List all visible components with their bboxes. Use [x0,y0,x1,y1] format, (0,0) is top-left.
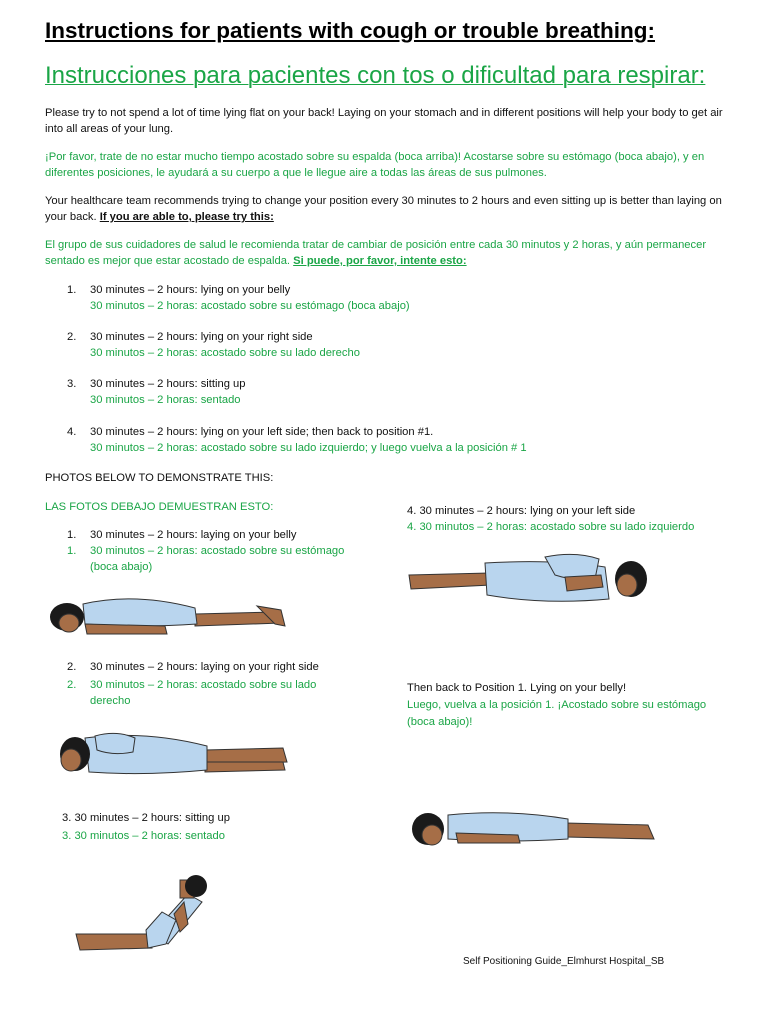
step-text: 30 minutes – 2 hours: lying on your left side; then back to position #1. [90,426,434,438]
photo-1-caption-text: 30 minutes – 2 hours: laying on your belly [90,529,297,541]
photo-4-caption-spanish: 4. 30 minutos – 2 horas: acostado sobre su lado izquierdo [407,521,695,533]
step-number: 1. [67,284,77,296]
figure-lying-on-left-side [405,545,650,610]
photo-2-number: 2. [67,661,77,673]
intro-paragraph-2-text: Your healthcare team recommends trying to change your position every 30 minutes to 2 hours and even sitting up is better than laying on your back. [45,195,722,223]
figure-left-side-body [409,554,647,601]
intro-paragraph-2-emphasis: If you are able to, please try this: [99,211,274,223]
step-text: 30 minutes – 2 hours: lying on your right side [90,331,313,343]
step-text: 30 minutes – 2 hours: sitting up [90,378,246,390]
photos-heading: PHOTOS BELOW TO DEMONSTRATE THIS: [45,472,274,484]
step-number: 4. [67,426,77,438]
footer-credit: Self Positioning Guide_Elmhurst Hospital_SB [463,956,665,967]
photo-2-caption-spanish-line2: derecho [90,695,131,707]
figure-lying-on-right-side [55,726,295,784]
photo-2-caption-spanish: 30 minutos – 2 horas: acostado sobre su lado [90,679,317,691]
photo-1-caption-spanish: 30 minutos – 2 horas: acostado sobre su estómago [90,545,345,557]
photo-4-caption: 4. 30 minutes – 2 hours: lying on your left side [407,505,636,517]
step-number: 2. [67,331,77,343]
intro-paragraph-1-spanish: ¡Por favor, trate de no estar mucho tiempo acostado sobre su espalda (boca arriba)! Acostarse sobre su estómago (boca abajo), y en diferentes posiciones, le ayudará a su cuerpo a que le llegue aire a todas las áreas de sus pulmones. [45,151,705,179]
intro-paragraph-1: Please try to not spend a lot of time lying flat on your back! Laying on your stomach and in different positions will help your body to get air into all areas of your lung. [45,107,723,135]
back-to-position-caption: Then back to Position 1. Lying on your belly! [407,682,627,694]
photo-2-caption-spanish-number: 2. [67,679,77,691]
photo-1-caption-spanish-line2: (boca abajo) [90,561,153,573]
photo-1-caption [67,527,76,543]
step-number: 3. [67,378,77,390]
intro-paragraph-2-spanish [45,237,730,269]
page-title-spanish: Instrucciones para pacientes con tos o dificultad para respirar: [45,62,706,89]
figure-belly-body [50,599,285,634]
back-to-position-caption-spanish: Luego, vuelva a la posición 1. ¡Acostado sobre su estómago [407,699,707,711]
step-text-spanish: 30 minutos – 2 horas: acostado sobre su estómago (boca abajo) [90,300,410,312]
step-text-spanish: 30 minutos – 2 horas: acostado sobre su lado derecho [90,347,360,359]
figure-sitting-up [70,872,215,958]
photo-1-number: 1. [67,529,77,541]
intro-paragraph-2-spanish-emphasis: Si puede, por favor, intente esto: [293,255,467,267]
figure-sitting-body [76,875,207,950]
intro-paragraph-2 [45,193,730,225]
photo-1-caption-spanish-number: 1. [67,545,77,557]
figure-lying-on-belly-again [408,805,663,860]
photo-3-caption-spanish: 3. 30 minutos – 2 horas: sentado [62,830,225,842]
step-text-spanish: 30 minutos – 2 horas: sentado [90,394,241,406]
intro-paragraph-2-spanish-text: El grupo de sus cuidadores de salud le recomienda tratar de cambiar de posición entre cada 30 minutos y 2 horas, y aún permanecer sentado es mejor que estar acostado de espalda. [45,239,707,267]
step-text: 30 minutes – 2 hours: lying on your belly [90,284,291,296]
figure-belly-again-body [412,813,654,845]
back-to-position-caption-spanish-line2: (boca abajo)! [407,716,473,728]
figure-lying-on-belly [45,590,290,640]
page-title: Instructions for patients with cough or trouble breathing: [45,18,655,43]
figure-right-side-body [60,733,287,773]
photo-3-caption: 3. 30 minutes – 2 hours: sitting up [62,812,230,824]
photo-2-caption: 30 minutes – 2 hours: laying on your right side [90,661,319,673]
step-text-spanish: 30 minutos – 2 horas: acostado sobre su lado izquierdo; y luego vuelva a la posición # 1 [90,442,527,454]
photos-heading-spanish: LAS FOTOS DEBAJO DEMUESTRAN ESTO: [45,501,274,513]
